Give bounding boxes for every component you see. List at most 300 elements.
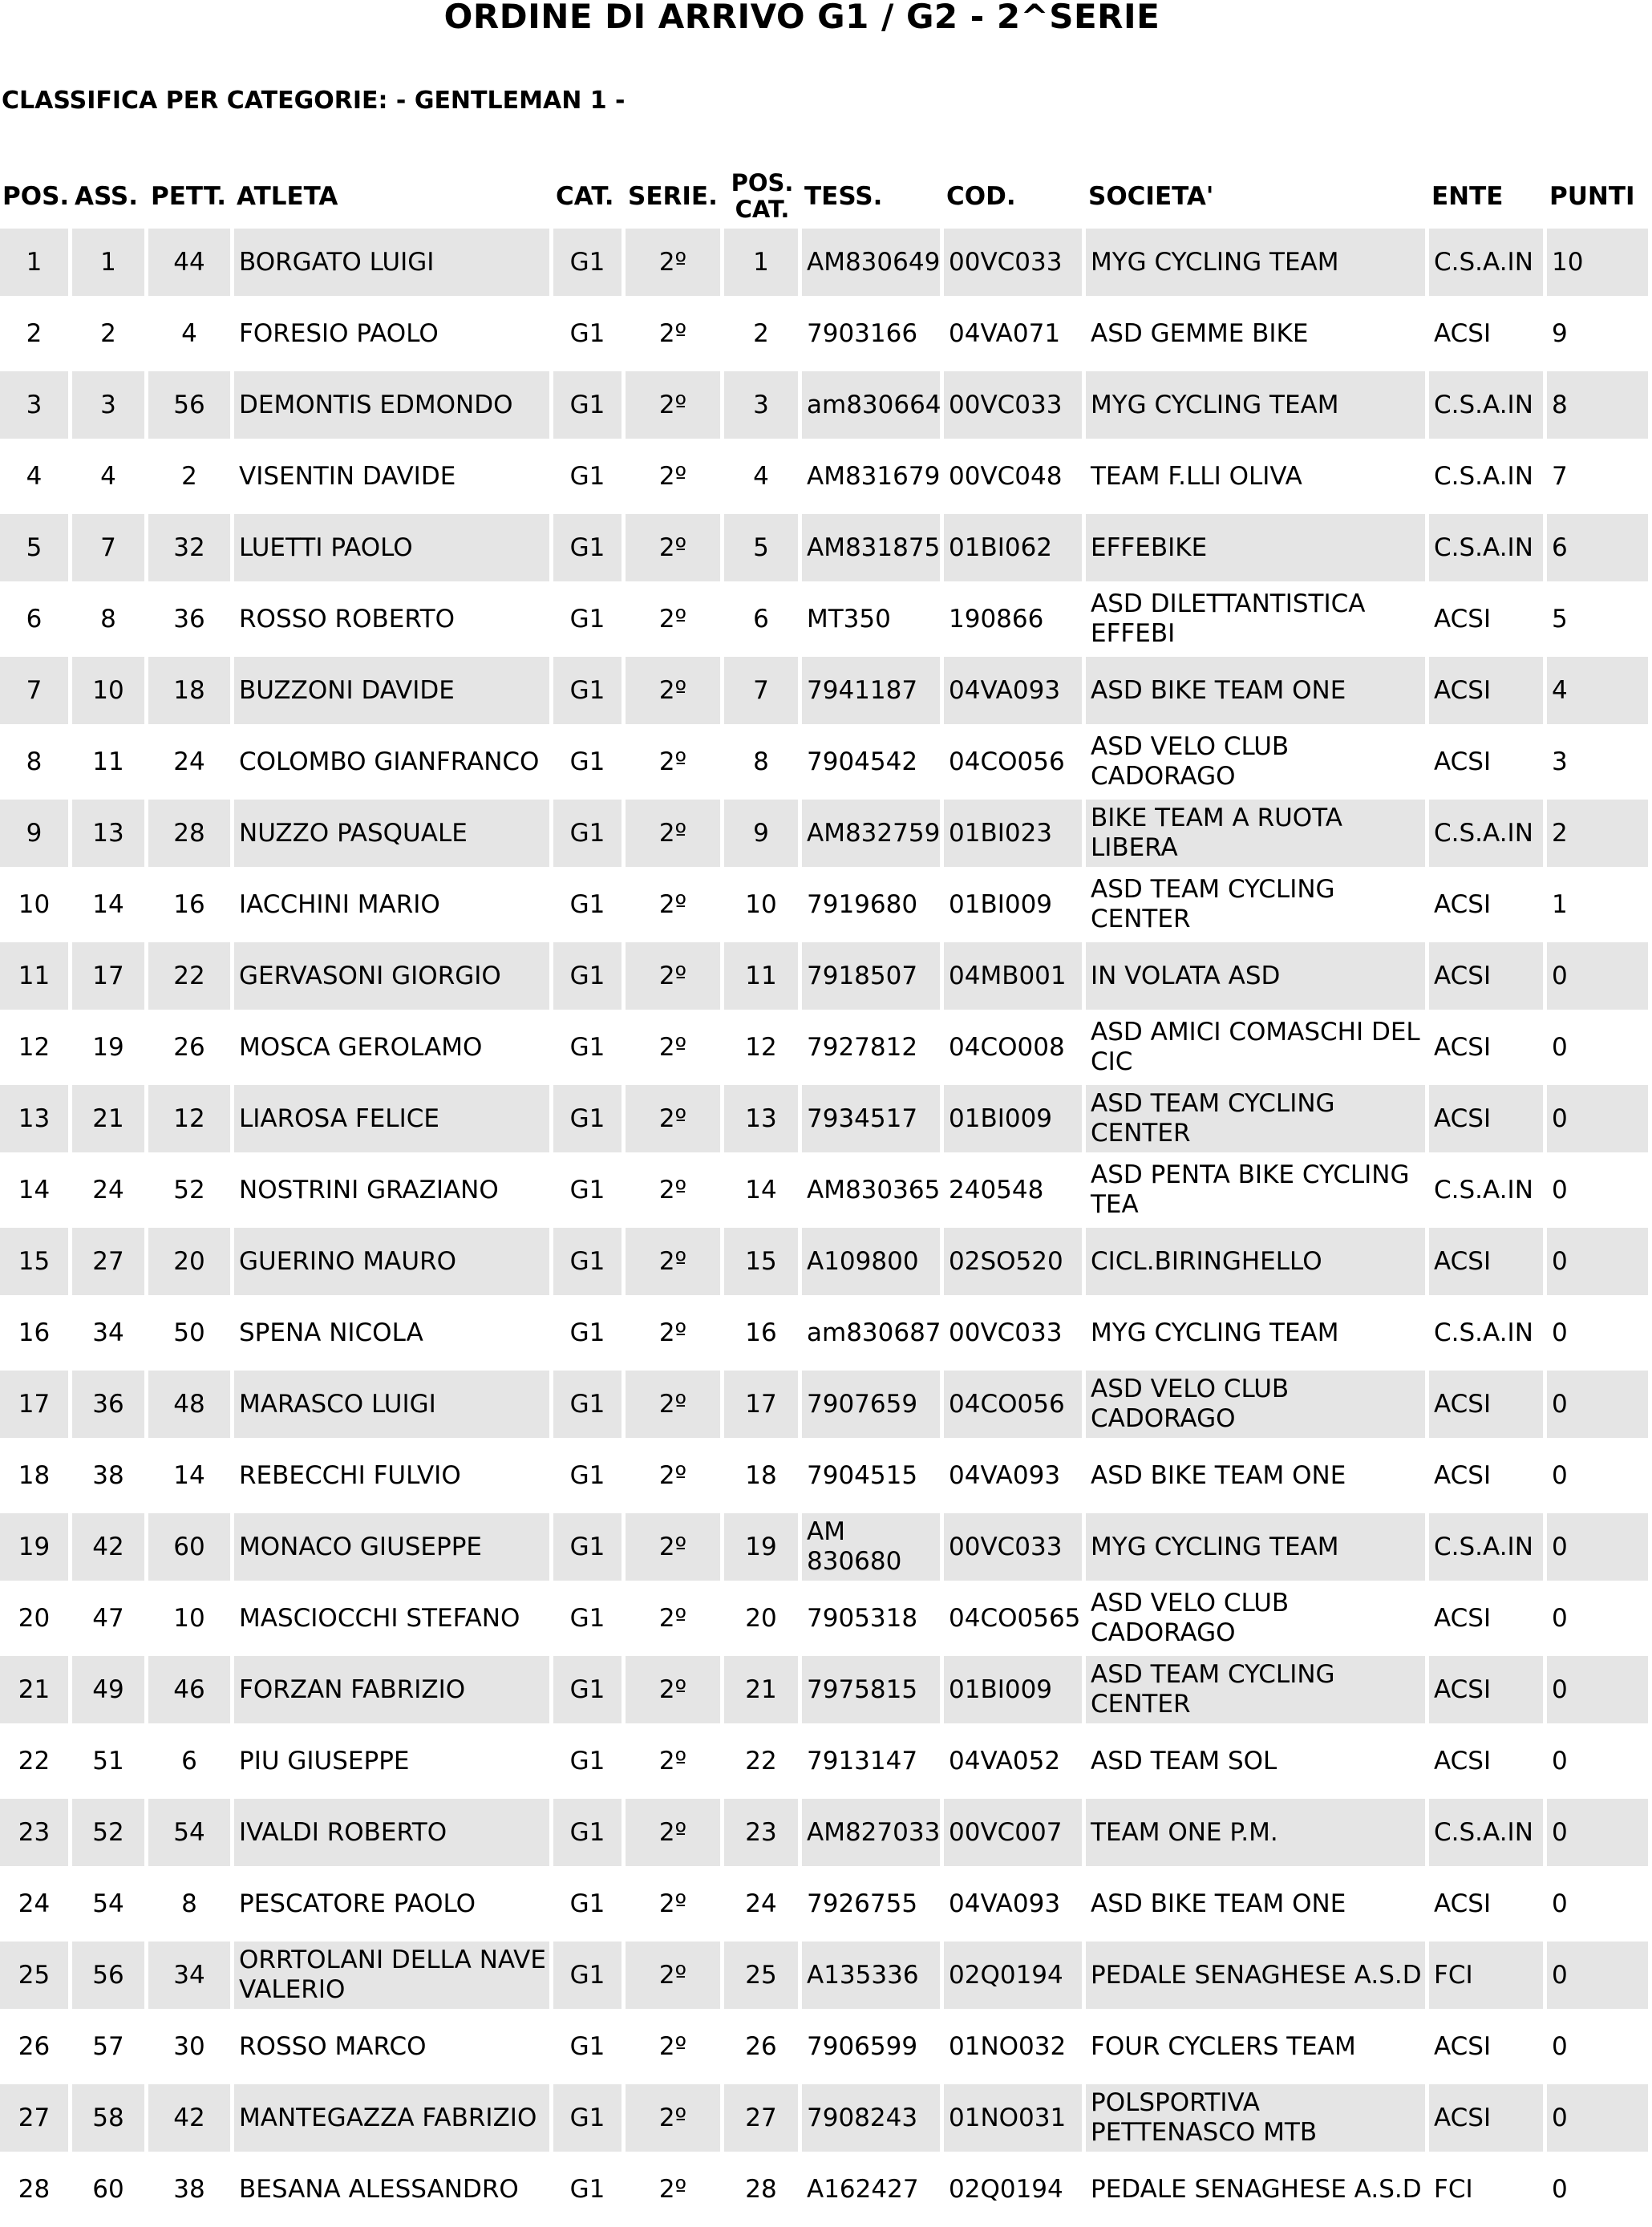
cell-pos: 2 — [0, 300, 68, 367]
cell-pos-cat: 26 — [724, 2013, 798, 2080]
cell-ente: ACSI — [1429, 1727, 1543, 1795]
cell-pos-cat: 1 — [724, 229, 798, 296]
cell-atleta: MONACO GIUSEPPE — [234, 1513, 549, 1581]
cell-cod: 04CO056 — [944, 1371, 1082, 1438]
cell-pos: 1 — [0, 229, 68, 296]
cell-pos-cat: 22 — [724, 1727, 798, 1795]
cell-atleta: GERVASONI GIORGIO — [234, 942, 549, 1010]
table-row — [0, 871, 1648, 938]
cell-ass: 19 — [72, 1014, 144, 1081]
cell-cat: G1 — [553, 1727, 622, 1795]
cell-atleta: REBECCHI FULVIO — [234, 1442, 549, 1509]
cell-pos-cat: 25 — [724, 1942, 798, 2009]
cell-cat: G1 — [553, 1371, 622, 1438]
cell-punti: 0 — [1547, 1585, 1648, 1652]
cell-pos-cat: 14 — [724, 1156, 798, 1224]
cell-tess: A109800 — [802, 1228, 940, 1295]
cell-cod: 01NO031 — [944, 2084, 1082, 2152]
header-pett: PETT. — [151, 182, 226, 211]
cell-pos-cat: 13 — [724, 1085, 798, 1152]
cell-cat: G1 — [553, 1442, 622, 1509]
cell-tess: AM 830680 — [802, 1513, 940, 1581]
table-row — [0, 1299, 1648, 1367]
cell-cod: 04VA093 — [944, 1870, 1082, 1937]
cell-societa: ASD TEAM SOL — [1086, 1727, 1425, 1795]
cell-societa: ASD VELO CLUB CADORAGO — [1086, 728, 1425, 796]
cell-societa: POLSPORTIVA PETTENASCO MTB — [1086, 2084, 1425, 2152]
cell-societa: ASD VELO CLUB CADORAGO — [1086, 1371, 1425, 1438]
cell-pett: 56 — [148, 371, 230, 439]
cell-cat: G1 — [553, 871, 622, 938]
cell-ente: ACSI — [1429, 1442, 1543, 1509]
cell-serie: 2º — [626, 1442, 720, 1509]
cell-cat: G1 — [553, 585, 622, 653]
cell-societa: MYG CYCLING TEAM — [1086, 1299, 1425, 1367]
cell-pett: 10 — [148, 1585, 230, 1652]
cell-pos-cat: 27 — [724, 2084, 798, 2152]
cell-ass: 24 — [72, 1156, 144, 1224]
cell-serie: 2º — [626, 1014, 720, 1081]
header-pos: POS. — [2, 182, 70, 211]
cell-ass: 10 — [72, 657, 144, 724]
table-row — [0, 1014, 1648, 1081]
cell-ass: 21 — [72, 1085, 144, 1152]
cell-tess: 7919680 — [802, 871, 940, 938]
cell-pos: 4 — [0, 443, 68, 510]
cell-pos: 24 — [0, 1870, 68, 1937]
cell-cod: 04VA071 — [944, 300, 1082, 367]
cell-cod: 00VC033 — [944, 1513, 1082, 1581]
table-row — [0, 2013, 1648, 2080]
cell-cod: 04MB001 — [944, 942, 1082, 1010]
cell-ente: C.S.A.IN — [1429, 371, 1543, 439]
cell-tess: AM827033 — [802, 1799, 940, 1866]
cell-cod: 04VA093 — [944, 1442, 1082, 1509]
cell-pett: 28 — [148, 800, 230, 867]
cell-cat: G1 — [553, 371, 622, 439]
cell-cat: G1 — [553, 2013, 622, 2080]
table-row — [0, 800, 1648, 867]
cell-pett: 52 — [148, 1156, 230, 1224]
cell-pos-cat: 28 — [724, 2156, 798, 2223]
cell-serie: 2º — [626, 2013, 720, 2080]
cell-pos: 15 — [0, 1228, 68, 1295]
cell-atleta: PIU GIUSEPPE — [234, 1727, 549, 1795]
cell-cod: 04VA093 — [944, 657, 1082, 724]
cell-serie: 2º — [626, 2084, 720, 2152]
cell-ente: ACSI — [1429, 300, 1543, 367]
cell-pos-cat: 5 — [724, 514, 798, 581]
cell-atleta: GUERINO MAURO — [234, 1228, 549, 1295]
cell-cod: 04CO0565 — [944, 1585, 1082, 1652]
cell-societa: PEDALE SENAGHESE A.S.D — [1086, 2156, 1425, 2223]
header-serie: SERIE. — [628, 182, 718, 211]
cell-pos: 7 — [0, 657, 68, 724]
cell-atleta: ROSSO ROBERTO — [234, 585, 549, 653]
cell-pos: 6 — [0, 585, 68, 653]
cell-punti: 0 — [1547, 1942, 1648, 2009]
cell-ass: 56 — [72, 1942, 144, 2009]
cell-pett: 46 — [148, 1656, 230, 1723]
cell-pos-cat: 11 — [724, 942, 798, 1010]
cell-punti: 10 — [1547, 229, 1648, 296]
cell-tess: am830664 — [802, 371, 940, 439]
cell-tess: 7904542 — [802, 728, 940, 796]
cell-serie: 2º — [626, 300, 720, 367]
cell-societa: ASD BIKE TEAM ONE — [1086, 1442, 1425, 1509]
cell-ente: ACSI — [1429, 728, 1543, 796]
cell-punti: 0 — [1547, 1014, 1648, 1081]
cell-serie: 2º — [626, 942, 720, 1010]
cell-cod: 01BI023 — [944, 800, 1082, 867]
cell-ass: 8 — [72, 585, 144, 653]
cell-ass: 58 — [72, 2084, 144, 2152]
cell-atleta: MOSCA GEROLAMO — [234, 1014, 549, 1081]
cell-cod: 04VA052 — [944, 1727, 1082, 1795]
cell-atleta: COLOMBO GIANFRANCO — [234, 728, 549, 796]
cell-atleta: MANTEGAZZA FABRIZIO — [234, 2084, 549, 2152]
cell-cod: 01BI009 — [944, 871, 1082, 938]
cell-punti: 0 — [1547, 1513, 1648, 1581]
cell-pos-cat: 15 — [724, 1228, 798, 1295]
cell-cat: G1 — [553, 1870, 622, 1937]
cell-societa: ASD DILETTANTISTICA EFFEBI — [1086, 585, 1425, 653]
cell-ass: 2 — [72, 300, 144, 367]
cell-cod: 00VC033 — [944, 371, 1082, 439]
cell-cod: 04CO056 — [944, 728, 1082, 796]
cell-pos: 13 — [0, 1085, 68, 1152]
cell-pos-cat: 7 — [724, 657, 798, 724]
cell-punti: 0 — [1547, 1656, 1648, 1723]
cell-serie: 2º — [626, 1942, 720, 2009]
cell-pett: 48 — [148, 1371, 230, 1438]
cell-serie: 2º — [626, 800, 720, 867]
cell-pos: 10 — [0, 871, 68, 938]
cell-cat: G1 — [553, 2084, 622, 2152]
cell-pos: 17 — [0, 1371, 68, 1438]
cell-ente: ACSI — [1429, 942, 1543, 1010]
cell-punti: 0 — [1547, 1799, 1648, 1866]
table-row — [0, 942, 1648, 1010]
cell-serie: 2º — [626, 1513, 720, 1581]
cell-pett: 8 — [148, 1870, 230, 1937]
cell-tess: 7904515 — [802, 1442, 940, 1509]
cell-tess: AM830649 — [802, 229, 940, 296]
cell-serie: 2º — [626, 1585, 720, 1652]
cell-pett: 16 — [148, 871, 230, 938]
cell-pett: 14 — [148, 1442, 230, 1509]
cell-cat: G1 — [553, 1228, 622, 1295]
cell-cat: G1 — [553, 1799, 622, 1866]
cell-cat: G1 — [553, 1299, 622, 1367]
cell-pett: 38 — [148, 2156, 230, 2223]
cell-pos: 27 — [0, 2084, 68, 2152]
results-body — [0, 229, 1648, 2223]
cell-pos-cat: 16 — [724, 1299, 798, 1367]
cell-cat: G1 — [553, 728, 622, 796]
cell-cod: 240548 — [944, 1156, 1082, 1224]
page-title: ORDINE DI ARRIVO G1 / G2 - 2^SERIE — [443, 0, 1160, 36]
table-row — [0, 1870, 1648, 1937]
cell-ass: 1 — [72, 229, 144, 296]
cell-tess: AM831875 — [802, 514, 940, 581]
cell-serie: 2º — [626, 2156, 720, 2223]
cell-pos-cat: 20 — [724, 1585, 798, 1652]
results-table — [0, 164, 1652, 2227]
category-subtitle: CLASSIFICA PER CATEGORIE: - GENTLEMAN 1 - — [2, 87, 626, 115]
cell-cod: 02SO520 — [944, 1228, 1082, 1295]
cell-atleta: ORRTOLANI DELLA NAVE VALERIO — [234, 1942, 549, 2009]
cell-societa: IN VOLATA ASD — [1086, 942, 1425, 1010]
cell-pett: 20 — [148, 1228, 230, 1295]
cell-atleta: NUZZO PASQUALE — [234, 800, 549, 867]
cell-pos: 5 — [0, 514, 68, 581]
cell-cat: G1 — [553, 942, 622, 1010]
cell-punti: 0 — [1547, 1371, 1648, 1438]
cell-cat: G1 — [553, 300, 622, 367]
cell-ass: 4 — [72, 443, 144, 510]
cell-pett: 26 — [148, 1014, 230, 1081]
cell-ente: ACSI — [1429, 2013, 1543, 2080]
cell-serie: 2º — [626, 657, 720, 724]
cell-pett: 42 — [148, 2084, 230, 2152]
cell-punti: 0 — [1547, 2013, 1648, 2080]
cell-pett: 30 — [148, 2013, 230, 2080]
cell-atleta: NOSTRINI GRAZIANO — [234, 1156, 549, 1224]
cell-ente: C.S.A.IN — [1429, 800, 1543, 867]
cell-cat: G1 — [553, 657, 622, 724]
cell-atleta: LIAROSA FELICE — [234, 1085, 549, 1152]
cell-cat: G1 — [553, 2156, 622, 2223]
cell-ass: 42 — [72, 1513, 144, 1581]
cell-ass: 11 — [72, 728, 144, 796]
cell-tess: 7907659 — [802, 1371, 940, 1438]
cell-societa: ASD BIKE TEAM ONE — [1086, 1870, 1425, 1937]
table-row — [0, 1585, 1648, 1652]
cell-pos: 26 — [0, 2013, 68, 2080]
cell-serie: 2º — [626, 1085, 720, 1152]
cell-serie: 2º — [626, 1727, 720, 1795]
cell-punti: 4 — [1547, 657, 1648, 724]
header-ass: ASS. — [75, 182, 139, 211]
cell-atleta: MASCIOCCHI STEFANO — [234, 1585, 549, 1652]
cell-atleta: PESCATORE PAOLO — [234, 1870, 549, 1937]
table-row — [0, 585, 1648, 653]
cell-punti: 0 — [1547, 942, 1648, 1010]
cell-tess: AM830365 — [802, 1156, 940, 1224]
cell-pett: 4 — [148, 300, 230, 367]
cell-pos-cat: 6 — [724, 585, 798, 653]
cell-tess: 7926755 — [802, 1870, 940, 1937]
cell-punti: 0 — [1547, 1156, 1648, 1224]
header-cat: CAT. — [556, 182, 614, 211]
cell-ente: ACSI — [1429, 2084, 1543, 2152]
cell-atleta: SPENA NICOLA — [234, 1299, 549, 1367]
cell-cat: G1 — [553, 514, 622, 581]
cell-pett: 6 — [148, 1727, 230, 1795]
table-row — [0, 1727, 1648, 1795]
cell-atleta: BUZZONI DAVIDE — [234, 657, 549, 724]
cell-cat: G1 — [553, 1085, 622, 1152]
cell-societa: PEDALE SENAGHESE A.S.D — [1086, 1942, 1425, 2009]
cell-punti: 1 — [1547, 871, 1648, 938]
header-societa: SOCIETA' — [1088, 182, 1214, 211]
table-row — [0, 728, 1648, 796]
cell-punti: 0 — [1547, 2084, 1648, 2152]
cell-tess: 7905318 — [802, 1585, 940, 1652]
cell-ass: 60 — [72, 2156, 144, 2223]
table-row — [0, 1156, 1648, 1224]
cell-pos-cat: 24 — [724, 1870, 798, 1937]
cell-tess: 7903166 — [802, 300, 940, 367]
cell-cat: G1 — [553, 1585, 622, 1652]
cell-pett: 36 — [148, 585, 230, 653]
cell-tess: 7927812 — [802, 1014, 940, 1081]
cell-cod: 01BI009 — [944, 1656, 1082, 1723]
header-atleta: ATLETA — [237, 182, 338, 211]
cell-pos: 25 — [0, 1942, 68, 2009]
cell-atleta: BESANA ALESSANDRO — [234, 2156, 549, 2223]
cell-pos: 3 — [0, 371, 68, 439]
header-punti: PUNTI — [1549, 182, 1635, 211]
cell-atleta: VISENTIN DAVIDE — [234, 443, 549, 510]
cell-pos-cat: 21 — [724, 1656, 798, 1723]
cell-ass: 47 — [72, 1585, 144, 1652]
cell-punti: 0 — [1547, 1299, 1648, 1367]
cell-societa: ASD TEAM CYCLING CENTER — [1086, 871, 1425, 938]
cell-pos: 21 — [0, 1656, 68, 1723]
cell-cod: 01BI062 — [944, 514, 1082, 581]
header-ente: ENTE — [1431, 182, 1504, 211]
cell-pett: 2 — [148, 443, 230, 510]
cell-societa: BIKE TEAM A RUOTA LIBERA — [1086, 800, 1425, 867]
cell-pett: 32 — [148, 514, 230, 581]
cell-cod: 00VC033 — [944, 1299, 1082, 1367]
cell-ass: 34 — [72, 1299, 144, 1367]
cell-cat: G1 — [553, 800, 622, 867]
table-row — [0, 657, 1648, 724]
cell-societa: FOUR CYCLERS TEAM — [1086, 2013, 1425, 2080]
cell-pos: 12 — [0, 1014, 68, 1081]
cell-ente: ACSI — [1429, 657, 1543, 724]
header-cod: COD. — [946, 182, 1016, 211]
cell-tess: A135336 — [802, 1942, 940, 2009]
cell-pett: 54 — [148, 1799, 230, 1866]
cell-ente: FCI — [1429, 2156, 1543, 2223]
cell-ente: ACSI — [1429, 1014, 1543, 1081]
cell-cat: G1 — [553, 1513, 622, 1581]
table-row — [0, 514, 1648, 581]
cell-ente: ACSI — [1429, 585, 1543, 653]
cell-ente: ACSI — [1429, 1371, 1543, 1438]
cell-pos: 16 — [0, 1299, 68, 1367]
table-row — [0, 1371, 1648, 1438]
cell-serie: 2º — [626, 229, 720, 296]
cell-cat: G1 — [553, 1942, 622, 2009]
cell-serie: 2º — [626, 871, 720, 938]
header-row — [0, 168, 1648, 225]
cell-tess: am830687 — [802, 1299, 940, 1367]
cell-ass: 13 — [72, 800, 144, 867]
cell-societa: ASD TEAM CYCLING CENTER — [1086, 1656, 1425, 1723]
cell-punti: 0 — [1547, 1442, 1648, 1509]
cell-serie: 2º — [626, 443, 720, 510]
cell-ass: 14 — [72, 871, 144, 938]
cell-cod: 04CO008 — [944, 1014, 1082, 1081]
cell-serie: 2º — [626, 1371, 720, 1438]
header-pos-cat: POS. CAT. — [731, 169, 794, 223]
cell-ente: C.S.A.IN — [1429, 1299, 1543, 1367]
cell-pett: 34 — [148, 1942, 230, 2009]
table-row — [0, 371, 1648, 439]
cell-ass: 49 — [72, 1656, 144, 1723]
cell-cod: 02Q0194 — [944, 2156, 1082, 2223]
cell-pos: 20 — [0, 1585, 68, 1652]
cell-pos: 14 — [0, 1156, 68, 1224]
cell-cod: 01BI009 — [944, 1085, 1082, 1152]
cell-societa: ASD VELO CLUB CADORAGO — [1086, 1585, 1425, 1652]
cell-societa: ASD TEAM CYCLING CENTER — [1086, 1085, 1425, 1152]
table-row — [0, 1228, 1648, 1295]
cell-punti: 0 — [1547, 1870, 1648, 1937]
cell-atleta: MARASCO LUIGI — [234, 1371, 549, 1438]
cell-pos-cat: 8 — [724, 728, 798, 796]
cell-atleta: ROSSO MARCO — [234, 2013, 549, 2080]
cell-cat: G1 — [553, 229, 622, 296]
cell-pos-cat: 2 — [724, 300, 798, 367]
cell-serie: 2º — [626, 1799, 720, 1866]
cell-cat: G1 — [553, 443, 622, 510]
cell-tess: AM832759 — [802, 800, 940, 867]
cell-pos-cat: 23 — [724, 1799, 798, 1866]
cell-societa: MYG CYCLING TEAM — [1086, 1513, 1425, 1581]
cell-tess: 7941187 — [802, 657, 940, 724]
cell-pos: 23 — [0, 1799, 68, 1866]
cell-atleta: IVALDI ROBERTO — [234, 1799, 549, 1866]
cell-punti: 3 — [1547, 728, 1648, 796]
cell-pos: 11 — [0, 942, 68, 1010]
cell-tess: 7906599 — [802, 2013, 940, 2080]
cell-societa: ASD AMICI COMASCHI DEL CIC — [1086, 1014, 1425, 1081]
cell-pos-cat: 9 — [724, 800, 798, 867]
cell-ass: 36 — [72, 1371, 144, 1438]
cell-ente: C.S.A.IN — [1429, 1513, 1543, 1581]
cell-tess: 7918507 — [802, 942, 940, 1010]
cell-pos-cat: 4 — [724, 443, 798, 510]
cell-ass: 17 — [72, 942, 144, 1010]
cell-pos-cat: 19 — [724, 1513, 798, 1581]
cell-ente: ACSI — [1429, 871, 1543, 938]
cell-societa: ASD PENTA BIKE CYCLING TEA — [1086, 1156, 1425, 1224]
table-row — [0, 443, 1648, 510]
cell-serie: 2º — [626, 1870, 720, 1937]
cell-punti: 8 — [1547, 371, 1648, 439]
table-row — [0, 1656, 1648, 1723]
cell-atleta: DEMONTIS EDMONDO — [234, 371, 549, 439]
cell-pett: 22 — [148, 942, 230, 1010]
cell-pos-cat: 18 — [724, 1442, 798, 1509]
cell-ass: 52 — [72, 1799, 144, 1866]
cell-cod: 00VC033 — [944, 229, 1082, 296]
cell-cod: 00VC007 — [944, 1799, 1082, 1866]
cell-tess: AM831679 — [802, 443, 940, 510]
table-row — [0, 300, 1648, 367]
cell-societa: TEAM F.LLI OLIVA — [1086, 443, 1425, 510]
cell-serie: 2º — [626, 1156, 720, 1224]
cell-pos-cat: 12 — [724, 1014, 798, 1081]
cell-ente: ACSI — [1429, 1228, 1543, 1295]
cell-serie: 2º — [626, 514, 720, 581]
